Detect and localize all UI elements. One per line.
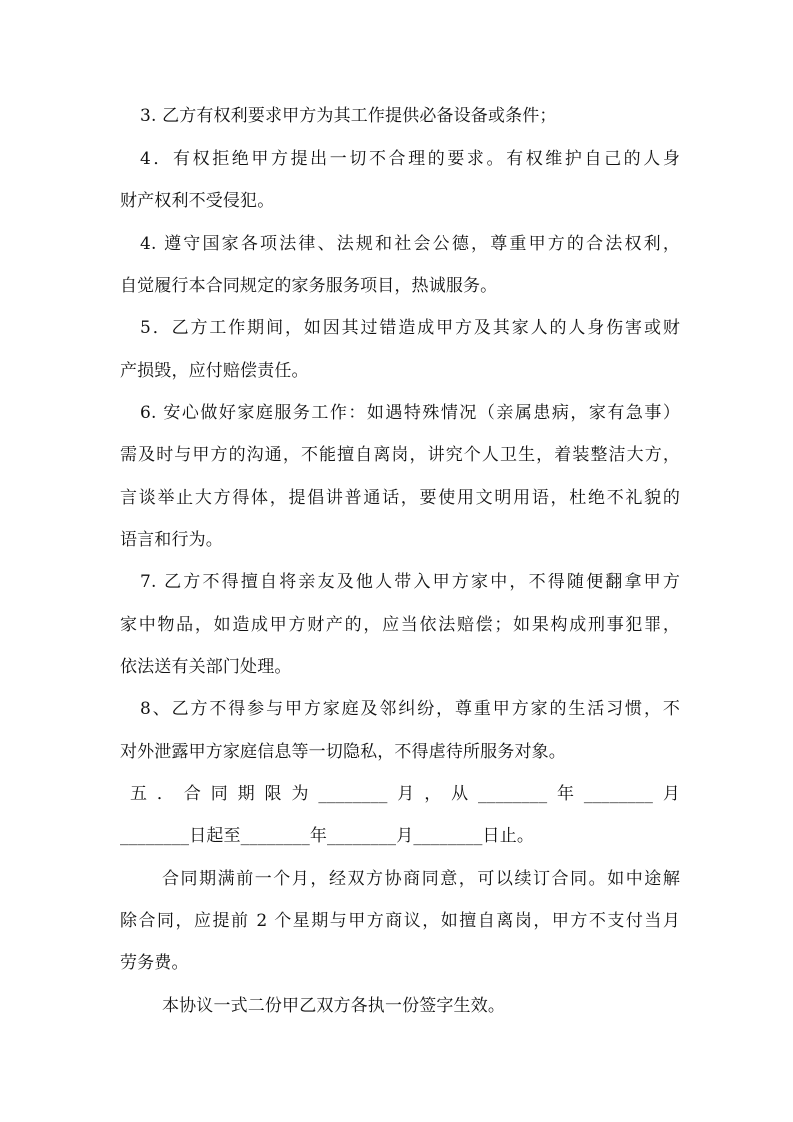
- clause-3-line: 3. 乙方有权利要求甲方为其工作提供必备设备或条件；: [140, 106, 557, 126]
- clause-4-law-line-2: 自觉履行本合同规定的家务服务项目，热诚服务。: [120, 276, 498, 296]
- contract-term-line-2: ________日起至________年________月________日止。: [120, 826, 534, 846]
- clause-7-line-3: 依法送有关部门处理。: [120, 657, 292, 677]
- clause-5-line-2: 产损毁，应付赔偿责任。: [120, 361, 309, 381]
- clause-7-line-2: 家中物品，如造成甲方财产的，应当依法赔偿；如果构成刑事犯罪，: [120, 615, 680, 635]
- renewal-paragraph-line-2: 除合同，应提前 2 个星期与甲方商议，如擅自离岗，甲方不支付当月: [120, 911, 680, 931]
- clause-4-law-line-1: 4. 遵守国家各项法律、法规和社会公德，尊重甲方的合法权利，: [140, 234, 680, 254]
- clause-6-line-4: 语言和行为。: [120, 530, 223, 550]
- clause-5-line-1: 5．乙方工作期间，如因其过错造成甲方及其家人的人身伤害或财: [140, 318, 680, 338]
- clause-6-line-1: 6. 安心做好家庭服务工作：如遇特殊情况（亲属患病，家有急事）: [140, 403, 680, 423]
- clause-6-line-2: 需及时与甲方的沟通，不能擅自离岗，讲究个人卫生，着装整洁大方，: [120, 445, 680, 465]
- clause-6-line-3: 言谈举止大方得体，提倡讲普通话，要使用文明用语，杜绝不礼貌的: [120, 488, 680, 508]
- clause-4-right-line-2: 财产权利不受侵犯。: [120, 191, 275, 211]
- clause-7-line-1: 7. 乙方不得擅自将亲友及他人带入甲方家中，不得随便翻拿甲方: [140, 572, 680, 592]
- renewal-paragraph-line-1: 合同期满前一个月，经双方协商同意，可以续订合同。如中途解: [162, 869, 680, 889]
- clause-8-line-2: 对外泄露甲方家庭信息等一切隐私，不得虐待所服务对象。: [120, 742, 566, 762]
- clause-8-line-1: 8、乙方不得参与甲方家庭及邻纠纷，尊重甲方家的生活习惯，不: [140, 699, 680, 719]
- clause-4-right-line-1: 4．有权拒绝甲方提出一切不合理的要求。有权维护自己的人身: [140, 149, 680, 169]
- contract-term-line-1: 五．合同期限为________月，从________年________月: [130, 784, 680, 804]
- agreement-copies-line: 本协议一式二份甲乙双方各执一份签字生效。: [162, 996, 505, 1016]
- renewal-paragraph-line-3: 劳务费。: [120, 953, 189, 973]
